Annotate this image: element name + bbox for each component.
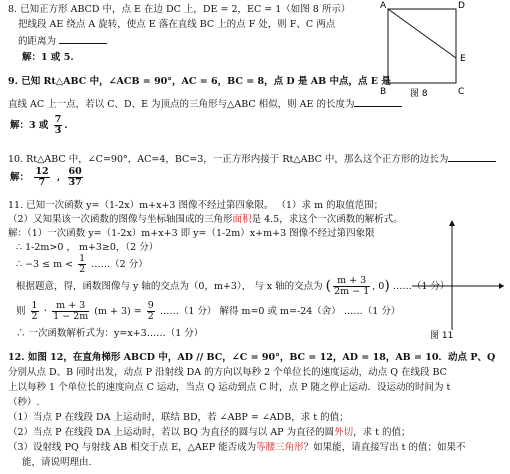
fig8-label-d: D: [458, 1, 465, 11]
q10-answer: 解： $\frac{12}{7}$ , $\frac{60}{37}$: [10, 166, 82, 188]
y-axis-arrow-icon: [449, 220, 455, 226]
q9-line-1: 9. 已知 Rt△ABC 中，∠ACB = 90°，AC = 6，BC = 8，点 D 是 AB 中点，点 E 是: [8, 76, 391, 87]
q12-line-7: （3）设射线 PQ 与射线 AB 相交于点 E，△AEP 能否成为等腰三角形？如果能，请直接写出 t 的值；如果不: [8, 442, 466, 453]
fig8-label-c: C: [458, 87, 465, 97]
q12-line-5: （1）当点 P 在线段 DA 上运动时，联结 BD，若 ∠ABP = ∠ADB，求 t 的值；: [8, 412, 349, 423]
q9-line-2: 直线 AC 上一点，若以 C、D、E 为顶点的三角形与△ABC 相似，则 AE 的长度为: [8, 97, 402, 110]
q8-line-1: 8. 已知正方形 ABCD 中，点 E 在边 DC 上，DE = 2，EC = 1（如图 8 所示）: [8, 4, 351, 15]
q12-line-2: 分别从点 D、B 同时出发，动点 P 沿射线 DA 的方向以每秒 2 个单位长的速度运动，动点 Q 在线段 BC: [8, 367, 447, 378]
q12-line-6: （2）当点 P 在线段 DA 上运动时，若以 BQ 为直径的圆与以 AP 为直径的圆外切，求 t 的值；: [8, 427, 411, 438]
q9-answer-blank: [354, 97, 402, 107]
q11-line-5: ∴ −3 ≤ m < $\frac{1}{2}$ ……（2 分）: [16, 253, 148, 275]
q10-answer-blank: [448, 152, 496, 162]
q11-line-3: 解：（1）一次函数 y=（1-2x）m+x+3 即 y=（1-2m）x+m+3 图像不经过第四象限: [8, 228, 375, 239]
q8-answer: 解：1 或 5.: [22, 52, 74, 63]
q9-answer-fraction: $\frac{7}{3}$: [54, 114, 62, 136]
q11-line-2: （2）又知果该一次函数的图像与坐标轴围成的三角形面积是 4.5，求这个一次函数的解析式。: [8, 214, 403, 225]
figure-8: [376, 0, 472, 104]
segment-ae: [388, 9, 456, 58]
q11-line-1: 11. 已知一次函数 y=（1-2x）m+x+3 图像不经过第四象限。 （1）求 m 的取值范围；: [8, 200, 384, 211]
q11-line-4: ∴ 1-2m>0 ， m+3≥0，（2 分）: [16, 242, 159, 253]
q12-line-4: （秒）.: [8, 397, 40, 408]
fig8-label-a: A: [380, 1, 387, 11]
square-abcd: [388, 9, 456, 83]
q10-line-1: 10. Rt△ABC 中，∠C=90°，AC=4，BC=3，一正方形内接于 Rt△ABC 中，那么这个正方形的边长为: [8, 152, 496, 165]
x-axis-arrow-icon: [499, 283, 504, 289]
q12-line-8: 能，请说明理由.: [22, 457, 92, 468]
q11-line-6: 根据题意，得，函数图像与 y 轴的交点为（0，m+3）， 与 x 轴的交点为 ( $\frac{m + 3}{2m - 1}$ , 0) ……（1 分）: [16, 275, 450, 297]
q11-line-8: ∴ 一次函数解析式为：y=x+3……（1 分）: [16, 328, 204, 339]
q8-line-2: 把线段 AE 绕点 A 旋转，使点 E 落在直线 BC 上的点 F 处，则 F、C 两点: [18, 19, 336, 30]
q9-answer: 解：3 或 $\frac{7}{3}$ .: [10, 114, 68, 136]
q12-line-3: 上以每秒 1 个单位长的速度向点 C 运动，当点 Q 运动到点 C 时，点 P 随之停止运动．设运动的时间为 t: [8, 382, 451, 393]
q8-answer-blank: [59, 34, 107, 44]
fig8-label-e: E: [460, 54, 466, 64]
figure-11: [408, 218, 508, 342]
fig8-label-b: B: [380, 87, 387, 97]
q8-line-3: 的距离为: [18, 34, 107, 47]
fig11-caption: 图 11: [430, 331, 454, 341]
fig8-caption: 图 8: [410, 89, 428, 99]
q11-line-7: 则 $\frac{1}{2}$ · $\frac{m + 3}{1 - 2m}$ (m + 3) = $\frac{9}{2}$ ……（1 分） 解得 m=0 或 m=-24（舍） ……（1 分）: [16, 300, 401, 322]
q12-line-1: 12. 如图 12，在直角梯形 ABCD 中，AD // BC，∠C = 90°，BC = 12，AD = 18，AB = 10．动点 P、Q: [8, 352, 496, 363]
